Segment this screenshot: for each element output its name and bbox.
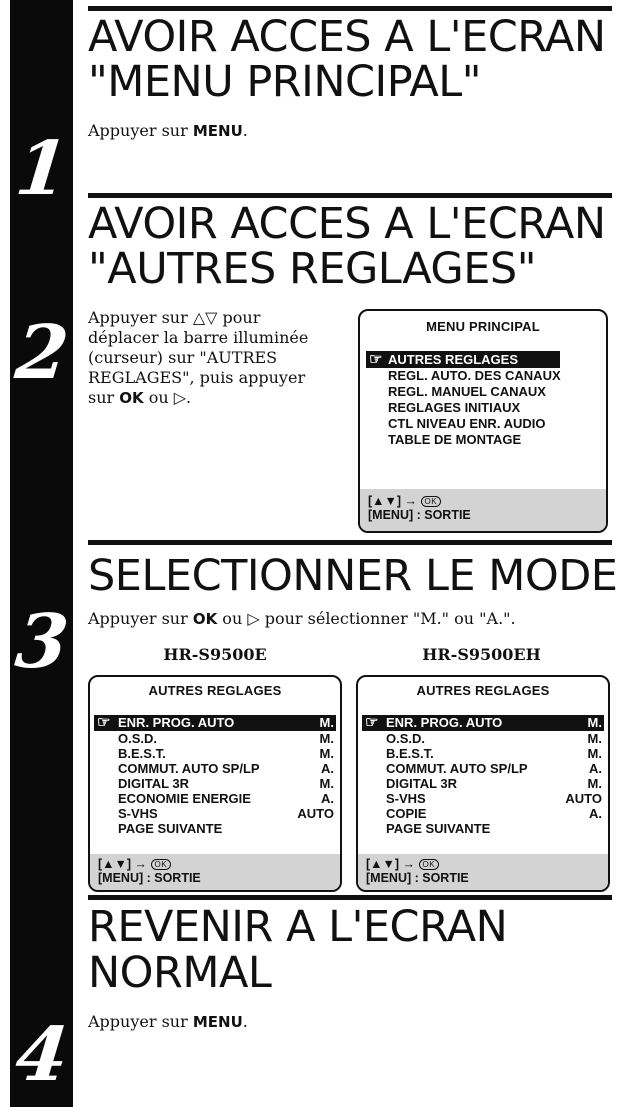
text: [▲▼] → [368, 494, 418, 508]
setting-label: COPIE [386, 806, 427, 821]
setting-label: O.S.D. [386, 731, 426, 746]
screen-footer [358, 854, 608, 890]
item-label: AUTRES REGLAGES [388, 352, 519, 367]
section-rule [88, 6, 612, 11]
setting-row-commut-auto[interactable] [94, 761, 336, 776]
screen-footer [90, 854, 340, 890]
step4-heading-line2: NORMAL [88, 948, 272, 998]
setting-label: COMMUT. AUTO SP/LP [386, 761, 528, 776]
setting-value: M. [319, 746, 334, 761]
setting-value: AUTO [565, 791, 602, 806]
menu-list [366, 351, 598, 448]
setting-value: A. [589, 806, 602, 821]
setting-value: AUTO [297, 806, 334, 821]
item-label: REGL. MANUEL CANAUX [388, 384, 546, 399]
text: . [242, 121, 248, 140]
screen-title: MENU PRINCIPAL [426, 319, 540, 334]
ok-button-icon: OK [419, 859, 440, 870]
setting-row-osd[interactable] [362, 731, 604, 746]
setting-row-s-vhs[interactable] [94, 806, 336, 821]
menu-key-label: MENU [192, 1013, 243, 1031]
step3-instruction [88, 609, 516, 629]
step4-heading-line1: REVENIR A L'ECRAN [88, 902, 508, 952]
text: . [242, 1012, 248, 1031]
setting-row-enr-prog-auto[interactable] [94, 715, 336, 731]
setting-value: A. [589, 761, 602, 776]
setting-row-page-suivante[interactable] [94, 821, 336, 836]
screen-footer [360, 489, 606, 531]
text: sur [88, 388, 120, 407]
footer-exit-hint: [MENU] : SORTIE [368, 508, 471, 522]
model-label-hr-s9500e: HR-S9500E [163, 645, 267, 664]
text: ou ▷ pour sélectionner "M." ou "A.". [217, 609, 516, 628]
settings-list [362, 715, 604, 836]
setting-label: ENR. PROG. AUTO [386, 715, 503, 730]
step3-heading: SELECTIONNER LE MODE [88, 551, 618, 601]
setting-row-osd[interactable] [94, 731, 336, 746]
item-label: CTL NIVEAU ENR. AUDIO [388, 416, 546, 431]
text: [▲▼] → [98, 857, 148, 871]
ok-button-icon: OK [151, 859, 172, 870]
setting-label: O.S.D. [118, 731, 158, 746]
setting-value: M. [587, 715, 602, 730]
setting-label: B.E.S.T. [118, 746, 166, 761]
setting-label: S-VHS [386, 791, 426, 806]
text: [▲▼] → [366, 857, 416, 871]
section-rule [88, 540, 612, 545]
setting-value: M. [587, 776, 602, 791]
setting-row-economie-energie[interactable] [94, 791, 336, 806]
setting-row-best[interactable] [94, 746, 336, 761]
setting-row-best[interactable] [362, 746, 604, 761]
text: Appuyer sur [88, 121, 193, 140]
setting-row-copie[interactable] [362, 806, 604, 821]
setting-row-digital-3r[interactable] [362, 776, 604, 791]
menu-item-reglages-initiaux[interactable] [366, 400, 598, 416]
text: Appuyer sur [88, 1012, 193, 1031]
pointing-hand-icon: ☞ [97, 714, 111, 731]
text-line: REGLAGES", puis appuyer [88, 368, 306, 387]
setting-label: B.E.S.T. [386, 746, 434, 761]
setting-value: M. [587, 746, 602, 761]
item-label: REGL. AUTO. DES CANAUX [388, 368, 561, 383]
setting-row-page-suivante[interactable] [362, 821, 604, 836]
text: Appuyer sur [88, 609, 193, 628]
step4-instruction [88, 1012, 248, 1032]
setting-value: M. [319, 715, 334, 730]
footer-exit-hint: [MENU] : SORTIE [366, 871, 469, 885]
step-number-2: 2 [11, 310, 73, 396]
pointing-hand-icon: ☞ [365, 714, 379, 731]
menu-item-table-montage[interactable] [366, 432, 598, 448]
text-line: déplacer la barre illuminée [88, 328, 309, 347]
settings-list [94, 715, 336, 836]
step-number-1: 1 [11, 126, 73, 212]
menu-item-autres-reglages[interactable] [366, 351, 560, 368]
setting-row-commut-auto[interactable] [362, 761, 604, 776]
ok-key-label: OK [192, 610, 218, 628]
setting-value: M. [319, 776, 334, 791]
step1-heading-line1: AVOIR ACCES A L'ECRAN [88, 12, 606, 62]
ok-key-label: OK [119, 389, 144, 407]
text-line: (curseur) sur "AUTRES [88, 348, 278, 367]
step2-instruction [88, 308, 308, 408]
footer-exit-hint: [MENU] : SORTIE [98, 871, 201, 885]
step-number-4: 4 [11, 1012, 73, 1098]
ok-button-icon: OK [421, 496, 442, 507]
step2-heading-line2: "AUTRES REGLAGES" [88, 244, 536, 294]
step-number-3: 3 [11, 599, 73, 685]
autres-reglages-screen-e [88, 675, 342, 892]
model-label-hr-s9500eh: HR-S9500EH [422, 645, 541, 664]
setting-label: DIGITAL 3R [118, 776, 190, 791]
text-line: Appuyer sur △▽ pour [88, 308, 261, 327]
setting-label: COMMUT. AUTO SP/LP [118, 761, 260, 776]
setting-label: DIGITAL 3R [386, 776, 458, 791]
setting-label: PAGE SUIVANTE [118, 821, 223, 836]
setting-label: PAGE SUIVANTE [386, 821, 491, 836]
step1-heading-line2: "MENU PRINCIPAL" [88, 57, 482, 107]
pointing-hand-icon: ☞ [369, 351, 383, 368]
menu-item-regl-auto-canaux[interactable] [366, 368, 598, 384]
menu-item-regl-manuel-canaux[interactable] [366, 384, 598, 400]
screen-title: AUTRES REGLAGES [416, 683, 550, 698]
section-rule [88, 895, 612, 900]
text: ou ▷. [143, 388, 192, 407]
setting-row-s-vhs[interactable] [362, 791, 604, 806]
autres-reglages-screen-eh [356, 675, 610, 892]
menu-key-label: MENU [192, 122, 243, 140]
footer-nav-hint [98, 857, 332, 871]
text-line [88, 388, 308, 408]
setting-row-enr-prog-auto[interactable] [362, 715, 604, 731]
setting-label: ECONOMIE ENERGIE [118, 791, 251, 806]
setting-value: M. [587, 731, 602, 746]
setting-value: A. [321, 791, 334, 806]
menu-principal-screen [358, 309, 608, 533]
setting-value: M. [319, 731, 334, 746]
setting-label: ENR. PROG. AUTO [118, 715, 235, 730]
section-rule [88, 193, 612, 198]
menu-item-ctl-niveau-audio[interactable] [366, 416, 598, 432]
step1-instruction [88, 121, 248, 141]
screen-title: AUTRES REGLAGES [148, 683, 282, 698]
setting-row-digital-3r[interactable] [94, 776, 336, 791]
footer-nav-hint [366, 857, 600, 871]
item-label: REGLAGES INITIAUX [388, 400, 521, 415]
footer-nav-hint [368, 494, 598, 508]
setting-label: S-VHS [118, 806, 158, 821]
item-label: TABLE DE MONTAGE [388, 432, 522, 447]
step2-heading-line1: AVOIR ACCES A L'ECRAN [88, 199, 606, 249]
setting-value: A. [321, 761, 334, 776]
